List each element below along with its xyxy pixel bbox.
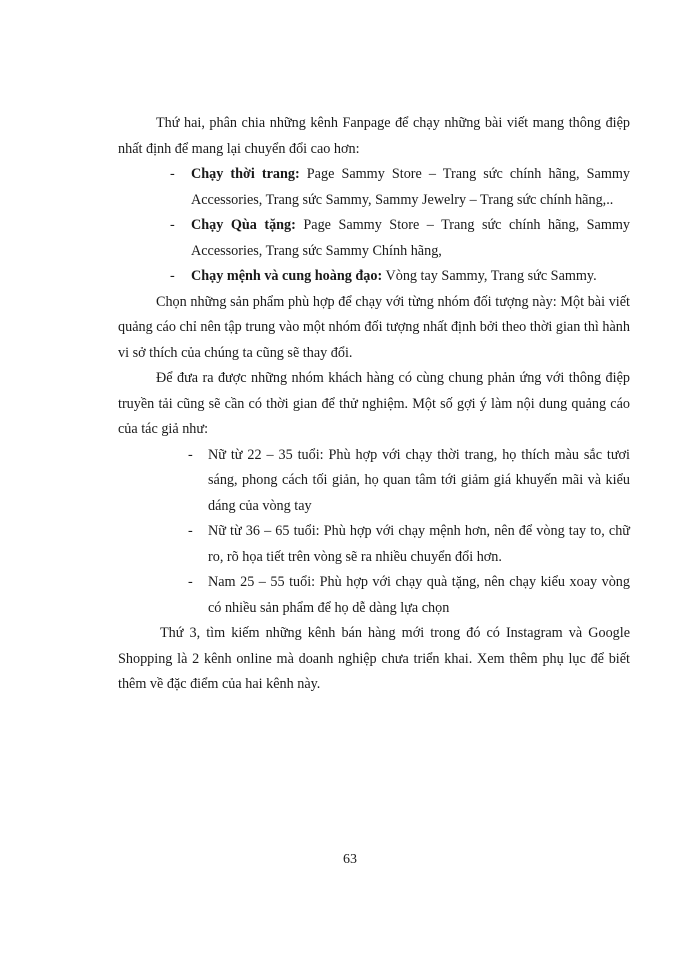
list-dash: -: [188, 446, 193, 463]
list-item-label: Chạy mệnh và cung hoàng đạo:: [191, 268, 383, 284]
list-item-text: Nữ từ 36 – 65 tuổi: Phù hợp với chạy mệnh hơn, nên để vòng tay to, chữ ro, rõ họa tiết trên vòng sẽ ra nhiều chuyển đổi hơn.: [208, 523, 630, 565]
fanpage-list: [118, 162, 630, 290]
list-item: [118, 162, 630, 213]
list-dash: -: [188, 523, 193, 539]
page-number: 63: [343, 852, 357, 867]
paragraph-audience-intro: Để đưa ra được những nhóm khách hàng có cùng chung phản ứng với thông điệp truyền tải cũng sẽ cần có thời gian để thử nghiệm. Một số gợi ý làm nội dung quảng cáo của tác giả như:: [118, 370, 630, 437]
list-item: [118, 213, 630, 264]
audience-list: [118, 443, 630, 622]
list-item: [118, 570, 630, 621]
list-item-text: Nam 25 – 55 tuổi: Phù hợp với chạy quà tặng, nên chạy kiểu xoay vòng có nhiều sản phẩm để họ dễ dàng lựa chọn: [208, 574, 630, 616]
list-item-text: Page Sammy Store – Trang sức chính hãng, Sammy Accessories, Trang sức Sammy, Sammy Jewelry – Trang sức chính hãng,..: [191, 166, 630, 208]
list-item-label: Chạy thời trang:: [191, 166, 300, 182]
paragraph-product-selection: Chọn những sản phẩm phù hợp để chạy với từng nhóm đối tượng này: Một bài viết quảng cáo chỉ nên tập trung vào một nhóm đối tượng nhất định bởi theo thời gian thì hành vi sở thích của chúng ta cũng sẽ thay đổi.: [118, 293, 630, 361]
page-body: [118, 111, 630, 698]
list-item-text: Page Sammy Store – Trang sức chính hãng, Sammy Accessories, Trang sức Sammy Chính hãng,: [191, 217, 630, 259]
list-dash: -: [188, 574, 193, 590]
list-item-label: Chạy Qùa tặng:: [191, 217, 296, 233]
list-dash: -: [170, 166, 175, 182]
list-dash: -: [170, 268, 175, 284]
list-item: [118, 443, 630, 520]
list-item: [118, 519, 630, 570]
list-item-text: Vòng tay Sammy, Trang sức Sammy.: [382, 268, 597, 284]
paragraph-new-channels: Thứ 3, tìm kiếm những kênh bán hàng mới trong đó có Instagram và Google Shopping là 2 kênh online mà doanh nghiệp chưa triển khai. Xem thêm phụ lục để biết thêm về đặc điểm của hai kênh này.: [118, 625, 630, 692]
list-dash: -: [170, 217, 175, 233]
paragraph-fanpage-intro: Thứ hai, phân chia những kênh Fanpage để chạy những bài viết mang thông điệp nhất định để mang lại chuyển đổi cao hơn:: [118, 115, 630, 157]
list-item-text: Nữ từ 22 – 35 tuổi: Phù hợp với chạy thời trang, họ thích màu sắc tươi sáng, phong cách tối giản, họ quan tâm tới giảm giá khuyến mãi và kiểu dáng của vòng tay: [208, 446, 630, 514]
list-item: [118, 264, 630, 290]
